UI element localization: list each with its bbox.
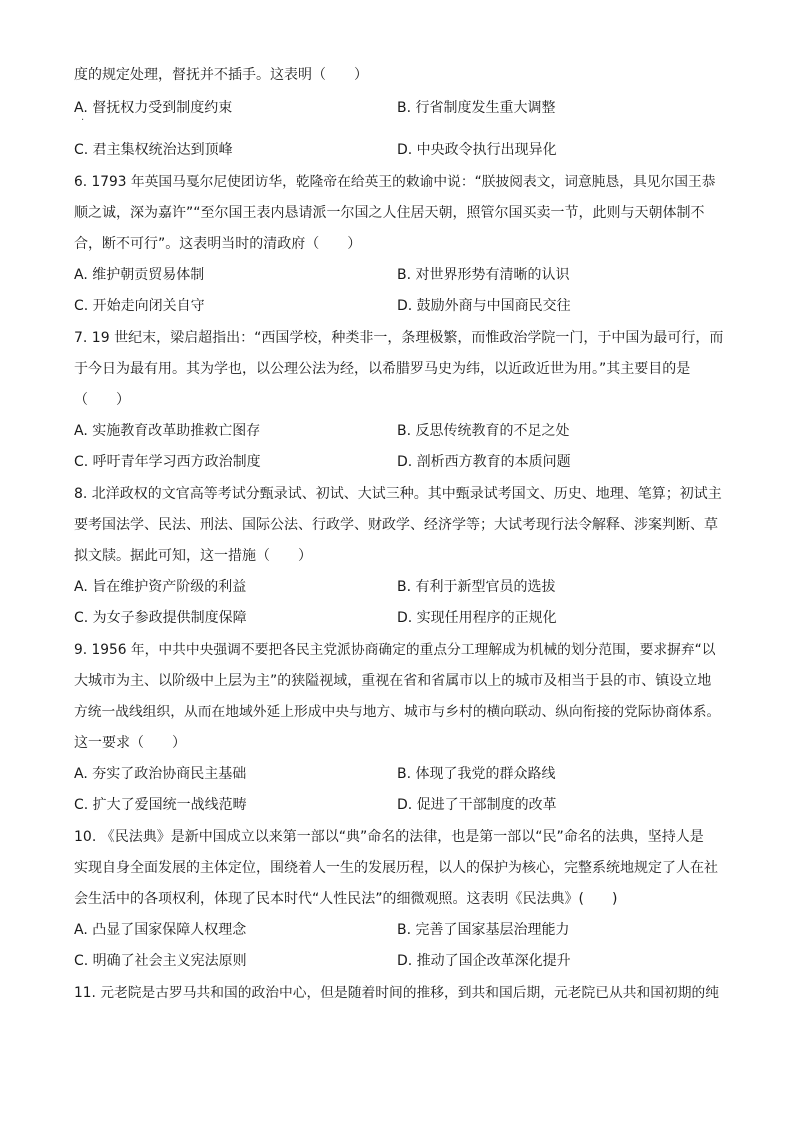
q9-stem-line: 方统一战线组织，从而在地域外延上形成中央与地方、城市与乡村的横向联动、纵向衔接的党际协商体系。 xyxy=(74,704,721,720)
q10-option-d: D. 推动了国企改革深化提升 xyxy=(397,953,571,969)
q7-option-a: A. 实施教育改革助推救亡图存 xyxy=(74,423,261,439)
q6-option-d: D. 鼓励外商与中国商民交往 xyxy=(397,298,571,314)
q10-stem-line: 会生活中的各项权利，体现了民本时代“人性民法”的细微观照。这表明《民法典》( ) xyxy=(74,891,618,907)
q8-stem-line: 8. 北洋政权的文官高等考试分甄录试、初试、大试三种。其中甄录试考国文、历史、地理、笔算；初试主 xyxy=(74,486,722,502)
q9-stem-line: 9. 1956 年，中共中央强调不要把各民主党派协商确定的重点分工理解成为机械的划分范围，要求摒弃“以 xyxy=(74,642,716,658)
q8-option-b: B. 有利于新型官员的选拔 xyxy=(397,579,556,595)
q10-option-c: C. 明确了社会主义宪法原则 xyxy=(74,953,247,969)
q9-option-b: B. 体现了我党的群众路线 xyxy=(397,766,556,782)
q6-option-c: C. 开始走向闭关自守 xyxy=(74,298,205,314)
q8-stem-line: 要考国法学、民法、刑法、国际公法、行政学、财政学、经济学等；大试考现行法令解释、涉案判断、草 xyxy=(74,517,718,533)
q10-option-a: A. 凸显了国家保障人权理念 xyxy=(74,922,247,938)
q7-stem-line: 于今日为最有用。其为学也，以公理公法为经，以希腊罗马史为纬，以近政近世为用。”其主要目的是 xyxy=(74,361,691,377)
q9-stem-line: 大城市为主、以阶级中上层为主”的狭隘视域，重视在省和省属市以上的城市及相当于县的市、镇设立地 xyxy=(74,673,712,689)
q6-option-b: B. 对世界形势有清晰的认识 xyxy=(397,267,570,283)
q7-stem-line: 7. 19 世纪末，梁启超指出：“西国学校，种类非一，条理极繁，而惟政治学院一门，于中国为最可行，而 xyxy=(74,330,724,346)
q7-stem-line: （ ） xyxy=(74,392,130,408)
q8-stem-line: 拟文牍。据此可知，这一措施（ ） xyxy=(74,548,312,564)
q5-option-a: A. 督抚权力受到制度约束 xyxy=(74,100,233,116)
speck-mark: · xyxy=(81,115,85,126)
q6-option-a: A. 维护朝贡贸易体制 xyxy=(74,267,205,283)
q6-stem-line: 合，断不可行”。这表明当时的清政府（ ） xyxy=(74,236,362,252)
q9-option-c: C. 扩大了爱国统一战线范畴 xyxy=(74,797,247,813)
q11-stem-line: 11. 元老院是古罗马共和国的政治中心，但是随着时间的推移，到共和国后期，元老院已从共和国初期的纯 xyxy=(74,985,719,1001)
q5-option-b: B. 行省制度发生重大调整 xyxy=(397,100,556,116)
q8-option-a: A. 旨在维护资产阶级的利益 xyxy=(74,579,247,595)
q5-option-d: D. 中央政令执行出现异化 xyxy=(397,142,557,158)
q6-stem-line: 顺之诚，深为嘉许”“至尔国王表内恳请派一尔国之人住居天朝，照管尔国买卖一节，此则与天朝体制不 xyxy=(74,205,705,221)
q6-stem-line: 6. 1793 年英国马戛尔尼使团访华，乾隆帝在给英王的敕谕中说：“朕披阅表文，词意肫恳，具见尔国王恭 xyxy=(74,174,716,190)
q8-option-d: D. 实现任用程序的正规化 xyxy=(397,610,557,626)
q5-stem-tail: 度的规定处理，督抚并不插手。这表明（ ） xyxy=(74,67,368,83)
q5-option-c: C. 君主集权统治达到顶峰 xyxy=(74,142,233,158)
q10-stem-line: 实现自身全面发展的主体定位，围绕着人一生的发展历程，以人的保护为核心，完整系统地规定了人在社 xyxy=(74,860,718,876)
q9-stem-line: 这一要求（ ） xyxy=(74,735,186,751)
q7-option-d: D. 剖析西方教育的本质问题 xyxy=(397,454,571,470)
q7-option-b: B. 反思传统教育的不足之处 xyxy=(397,423,570,439)
q10-option-b: B. 完善了国家基层治理能力 xyxy=(397,922,570,938)
q9-option-a: A. 夯实了政治协商民主基础 xyxy=(74,766,247,782)
q8-option-c: C. 为女子参政提供制度保障 xyxy=(74,610,247,626)
q9-option-d: D. 促进了干部制度的改革 xyxy=(397,797,557,813)
q7-option-c: C. 呼吁青年学习西方政治制度 xyxy=(74,454,261,470)
q10-stem-line: 10. 《民法典》是新中国成立以来第一部以“典”命名的法律，也是第一部以“民”命名的法典，坚持人是 xyxy=(74,829,704,845)
